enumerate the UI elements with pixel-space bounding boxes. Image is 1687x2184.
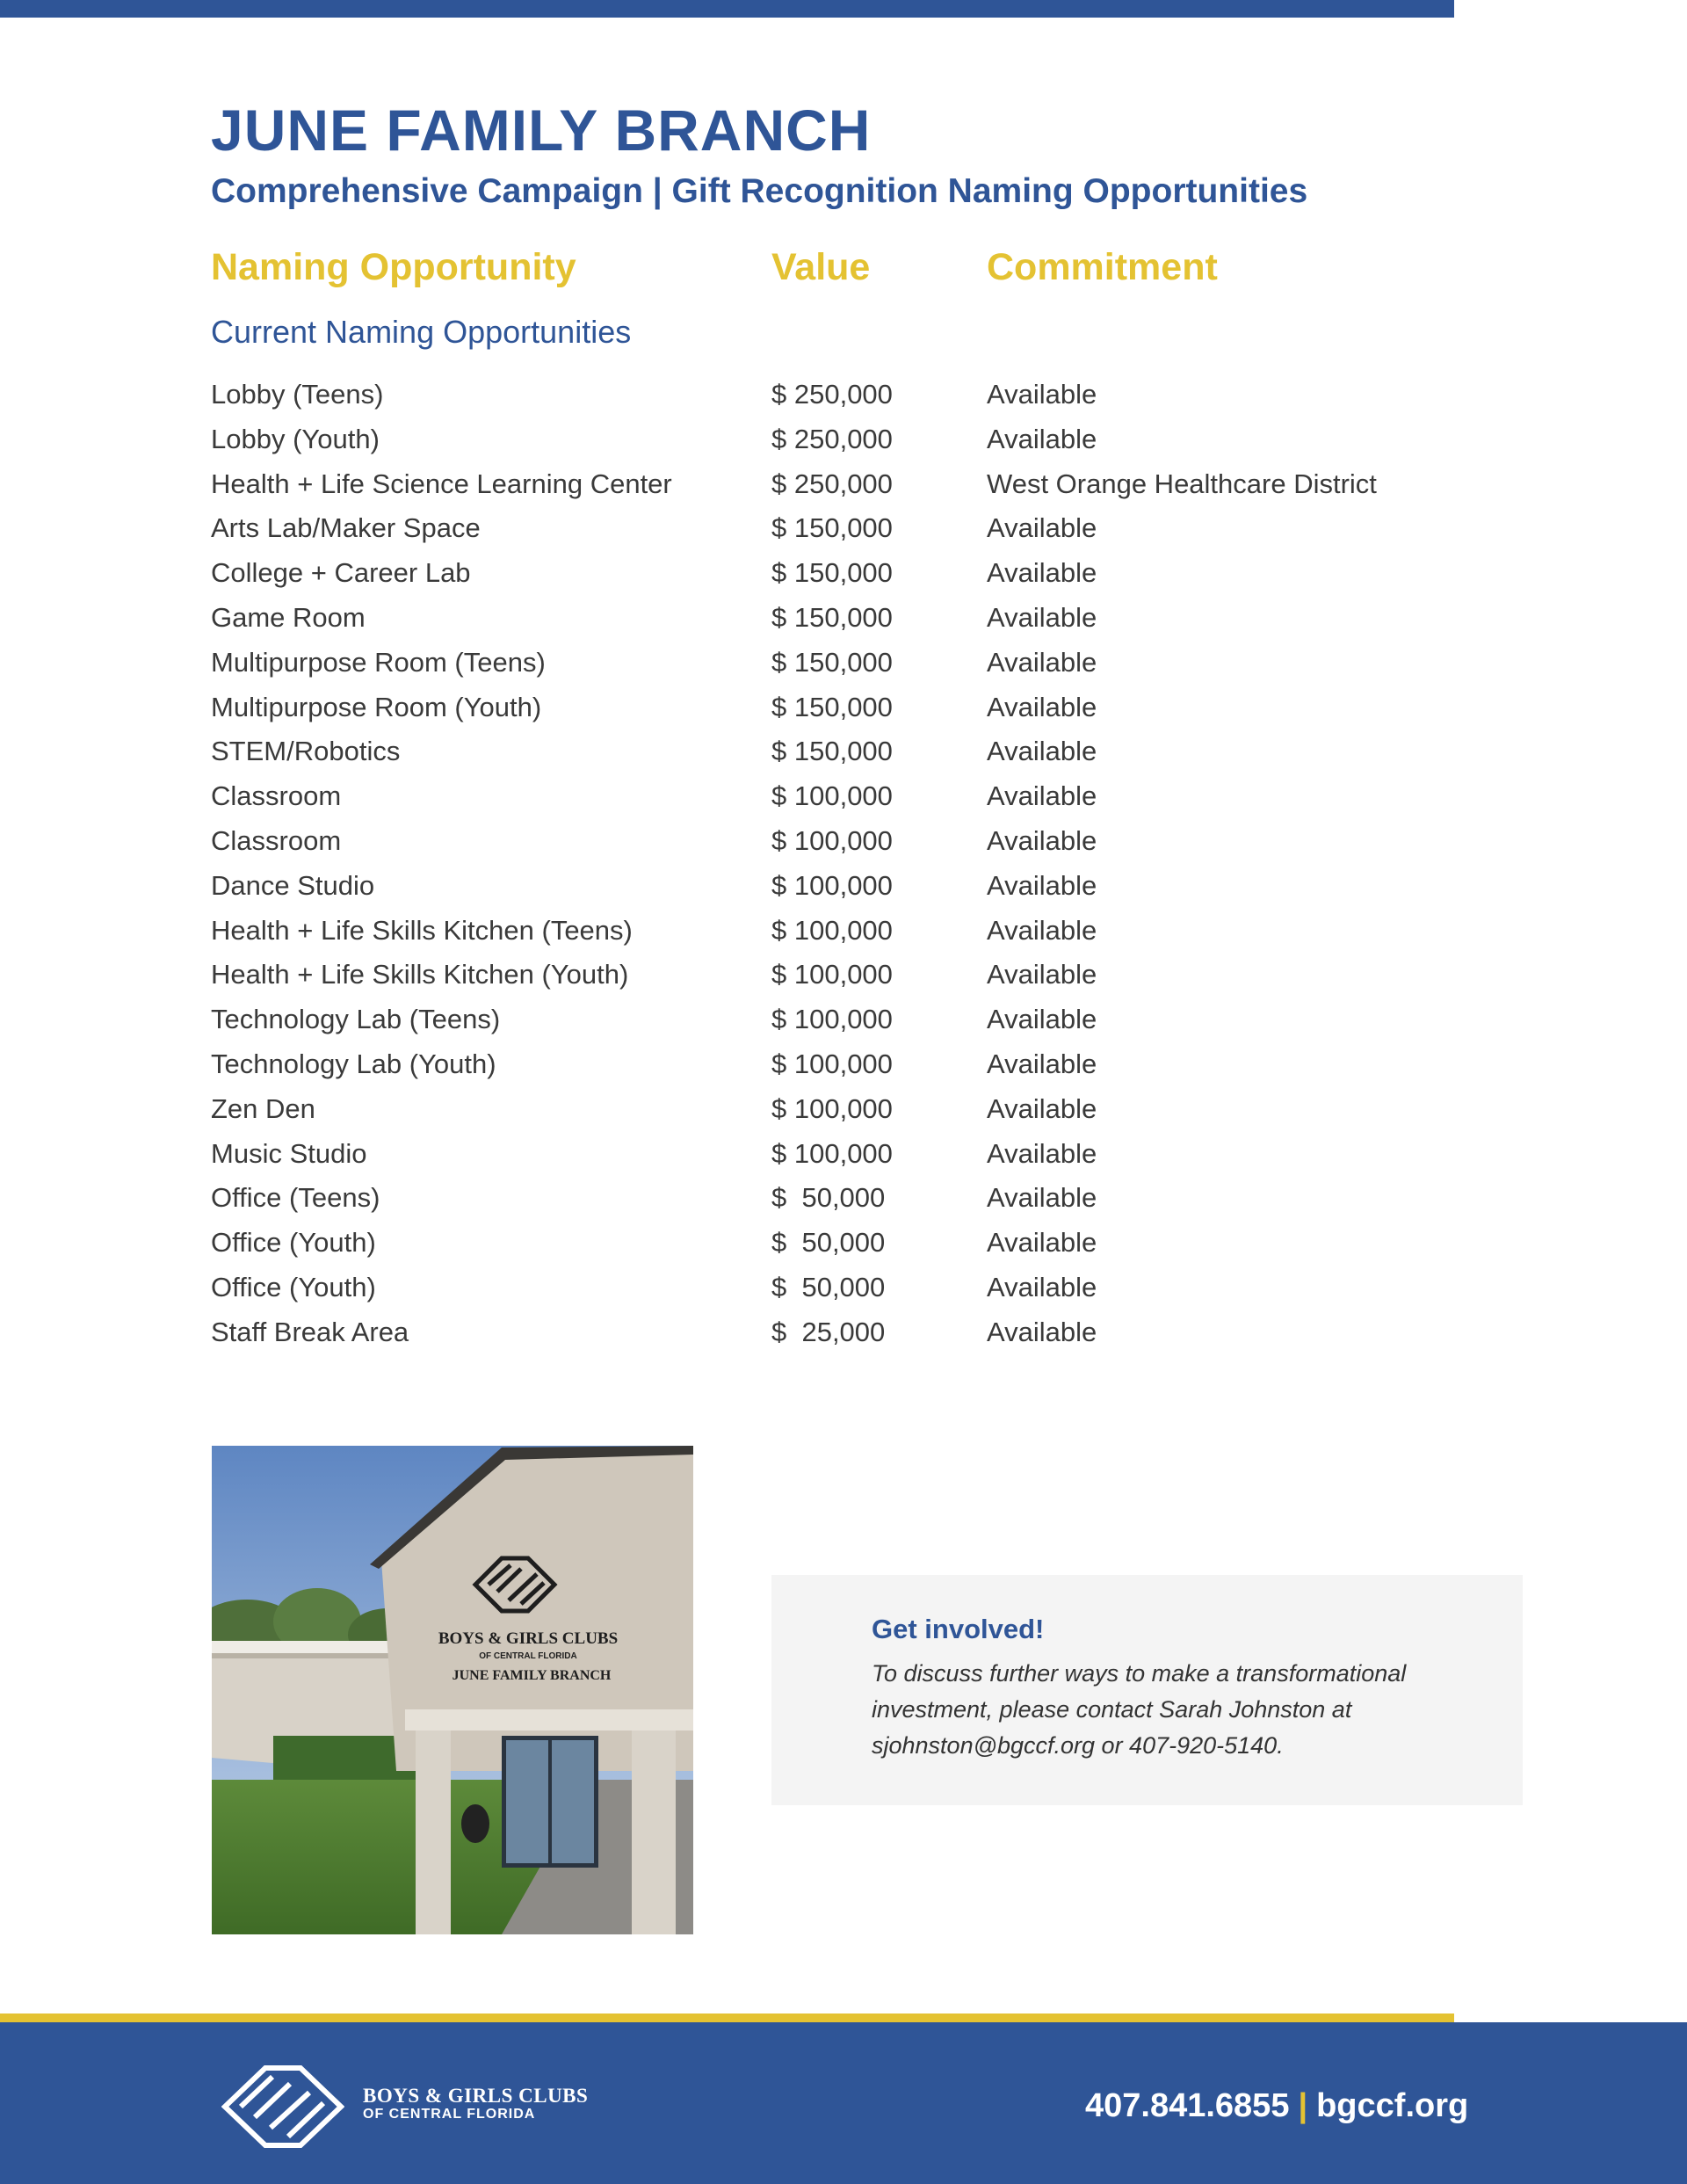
- table-row: [211, 467, 1494, 512]
- row-name: Arts Lab/Maker Space: [211, 512, 481, 544]
- footer-contact: [1085, 2084, 1468, 2128]
- footer-org-line2: OF CENTRAL FLORIDA: [363, 2107, 536, 2122]
- table-row: [211, 868, 1494, 913]
- table-row: [211, 1092, 1494, 1136]
- row-name: Office (Youth): [211, 1271, 376, 1302]
- table-row: [211, 1225, 1494, 1270]
- column-header-value: Value: [771, 246, 871, 288]
- building-sign-line3: JUNE FAMILY BRANCH: [452, 1668, 612, 1683]
- table-row: [211, 422, 1494, 467]
- row-value: $ 100,000: [771, 1137, 893, 1169]
- get-involved-title: Get involved!: [872, 1614, 1045, 1644]
- row-commitment: Available: [987, 780, 1097, 812]
- row-name: Music Studio: [211, 1137, 367, 1169]
- row-value: $ 150,000: [771, 512, 893, 544]
- row-value: $ 150,000: [771, 557, 893, 589]
- row-name: Multipurpose Room (Youth): [211, 691, 542, 722]
- row-value: $ 250,000: [771, 468, 893, 499]
- row-name: STEM/Robotics: [211, 736, 401, 767]
- row-commitment: Available: [987, 824, 1097, 856]
- row-name: Technology Lab (Teens): [211, 1004, 501, 1035]
- row-value: $ 150,000: [771, 691, 893, 722]
- row-name: Office (Youth): [211, 1227, 376, 1259]
- row-name: Multipurpose Room (Teens): [211, 646, 546, 678]
- row-commitment: Available: [987, 959, 1097, 990]
- footer-separator: |: [1298, 2087, 1308, 2124]
- table-row: [211, 600, 1494, 645]
- row-name: Health + Life Skills Kitchen (Teens): [211, 914, 633, 946]
- row-value: $ 100,000: [771, 1048, 893, 1079]
- table-row: [211, 555, 1494, 600]
- row-commitment: Available: [987, 914, 1097, 946]
- row-name: Classroom: [211, 780, 342, 812]
- building-sign-line2: OF CENTRAL FLORIDA: [479, 1651, 577, 1661]
- row-value: $ 100,000: [771, 914, 893, 946]
- row-name: Lobby (Teens): [211, 379, 384, 410]
- row-name: Office (Teens): [211, 1182, 380, 1214]
- column-header-commitment: Commitment: [987, 246, 1218, 288]
- row-name: Health + Life Skills Kitchen (Youth): [211, 959, 629, 990]
- row-name: Technology Lab (Youth): [211, 1048, 496, 1079]
- table-row: [211, 377, 1494, 422]
- footer-org-line1: BOYS & GIRLS CLUBS: [363, 2085, 589, 2107]
- row-value: $ 250,000: [771, 423, 893, 454]
- table-row: [211, 511, 1494, 555]
- row-name: Health + Life Science Learning Center: [211, 468, 672, 499]
- row-value: $ 25,000: [771, 1316, 886, 1347]
- row-value: $ 100,000: [771, 1004, 893, 1035]
- row-value: $ 100,000: [771, 1092, 893, 1124]
- row-commitment: Available: [987, 1271, 1097, 1302]
- row-value: $ 150,000: [771, 601, 893, 633]
- row-value: $ 50,000: [771, 1227, 886, 1259]
- section-title: Current Naming Opportunities: [211, 314, 632, 350]
- row-commitment: Available: [987, 1092, 1097, 1124]
- row-commitment: Available: [987, 379, 1097, 410]
- table-row: [211, 1136, 1494, 1181]
- table-row: [211, 734, 1494, 779]
- table-row: [211, 1270, 1494, 1315]
- row-commitment: Available: [987, 423, 1097, 454]
- row-commitment: Available: [987, 1182, 1097, 1214]
- row-commitment: Available: [987, 646, 1097, 678]
- row-value: $ 100,000: [771, 780, 893, 812]
- row-name: Classroom: [211, 824, 342, 856]
- row-commitment: Available: [987, 1227, 1097, 1259]
- footer-phone[interactable]: 407.841.6855: [1085, 2087, 1290, 2124]
- row-commitment: Available: [987, 1316, 1097, 1347]
- get-involved-body: To discuss further ways to make a transformational investment, please contact Sarah Johnston at sjohnston@bgccf.org or 407-920-5140.: [872, 1660, 1407, 1759]
- row-commitment: Available: [987, 736, 1097, 767]
- page-title: JUNE FAMILY BRANCH: [211, 98, 872, 163]
- row-commitment: Available: [987, 691, 1097, 722]
- footer-org-name: [363, 2086, 588, 2122]
- table-row: [211, 779, 1494, 824]
- row-commitment: Available: [987, 869, 1097, 901]
- row-commitment: Available: [987, 1137, 1097, 1169]
- row-name: Dance Studio: [211, 869, 375, 901]
- row-value: $ 150,000: [771, 646, 893, 678]
- row-value: $ 100,000: [771, 824, 893, 856]
- row-name: Zen Den: [211, 1092, 315, 1124]
- row-commitment: West Orange Healthcare District: [987, 468, 1377, 499]
- row-commitment: Available: [987, 601, 1097, 633]
- row-name: Lobby (Youth): [211, 423, 380, 454]
- table-row: [211, 1180, 1494, 1225]
- table-row: [211, 957, 1494, 1002]
- column-header-opportunity: Naming Opportunity: [211, 246, 576, 288]
- table-row: [211, 690, 1494, 735]
- table-row: [211, 1047, 1494, 1092]
- row-commitment: Available: [987, 1048, 1097, 1079]
- table-row: [211, 1315, 1494, 1360]
- row-value: $ 150,000: [771, 736, 893, 767]
- row-value: $ 50,000: [771, 1182, 886, 1214]
- row-commitment: Available: [987, 512, 1097, 544]
- row-value: $ 100,000: [771, 869, 893, 901]
- row-name: Game Room: [211, 601, 366, 633]
- building-sign-line1: BOYS & GIRLS CLUBS: [438, 1629, 619, 1648]
- building-illustration: [212, 1446, 693, 1934]
- row-commitment: Available: [987, 557, 1097, 589]
- table-row: [211, 913, 1494, 958]
- row-value: $ 100,000: [771, 959, 893, 990]
- table-row: [211, 645, 1494, 690]
- row-value: $ 50,000: [771, 1271, 886, 1302]
- naming-opportunities-table: [211, 377, 1494, 1360]
- bgc-logo-icon: [221, 2064, 344, 2149]
- table-row: [211, 824, 1494, 868]
- page-subtitle: Comprehensive Campaign | Gift Recognition Naming Opportunities: [211, 172, 1308, 210]
- footer-website-link[interactable]: bgccf.org: [1316, 2087, 1469, 2124]
- row-name: Staff Break Area: [211, 1316, 409, 1347]
- top-accent-bar: [0, 0, 1454, 18]
- building-rendering-image: [212, 1446, 693, 1934]
- footer: [0, 2022, 1687, 2184]
- table-row: [211, 1002, 1494, 1047]
- row-value: $ 250,000: [771, 379, 893, 410]
- row-name: College + Career Lab: [211, 557, 471, 589]
- get-involved-panel: [771, 1575, 1523, 1805]
- row-commitment: Available: [987, 1004, 1097, 1035]
